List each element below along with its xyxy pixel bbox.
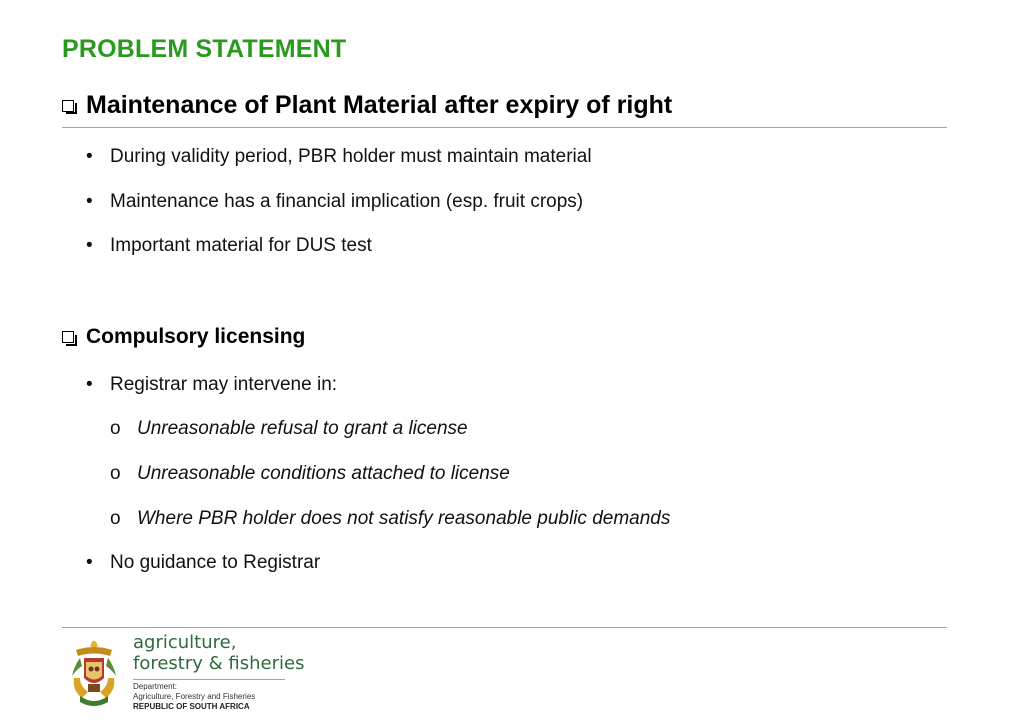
list-item (86, 191, 583, 213)
section-heading-text: Compulsory licensing (86, 325, 306, 348)
checkbox-bullet-icon (62, 100, 74, 112)
department-name: Agriculture, Forestry and Fisheries (133, 692, 256, 701)
list-item-text: Important material for DUS test (110, 235, 372, 256)
brand-divider (133, 679, 285, 680)
country-name: REPUBLIC OF SOUTH AFRICA (133, 702, 250, 711)
section-heading-licensing (62, 325, 305, 349)
footer-divider-rule (62, 627, 947, 628)
sub-list-item-text: Where PBR holder does not satisfy reasonable public demands (137, 508, 671, 529)
bullet-dot: • (86, 552, 93, 573)
sub-list-item (110, 463, 510, 485)
bullet-dot: • (86, 146, 93, 167)
bullet-dot: • (86, 235, 93, 256)
brand-name-line2: forestry & fisheries (133, 653, 305, 674)
slide-title: PROBLEM STATEMENT (62, 35, 347, 63)
list-item (86, 235, 372, 257)
sub-bullet-marker: o (110, 508, 121, 529)
department-label: Department: (133, 682, 178, 691)
sub-bullet-marker: o (110, 463, 121, 484)
section-heading-text: Maintenance of Plant Material after expiry of right (86, 91, 673, 119)
bullet-dot: • (86, 374, 93, 395)
list-item-text: During validity period, PBR holder must maintain material (110, 146, 592, 167)
section-heading-maintenance (62, 91, 672, 120)
list-item-text: Maintenance has a financial implication (esp. fruit crops) (110, 191, 584, 212)
sub-list-item-text: Unreasonable refusal to grant a license (137, 418, 468, 439)
sub-list-item (110, 418, 468, 440)
sub-list-item-text: Unreasonable conditions attached to license (137, 463, 510, 484)
list-item-text: No guidance to Registrar (110, 552, 321, 573)
bullet-dot: • (86, 191, 93, 212)
sub-list-item (110, 508, 670, 530)
list-item (86, 374, 337, 396)
south-africa-coat-of-arms-icon (66, 636, 122, 710)
list-item-text: Registrar may intervene in: (110, 374, 338, 395)
checkbox-bullet-icon (62, 331, 74, 343)
brand-name-line1: agriculture, (133, 632, 237, 653)
list-item (86, 146, 592, 168)
list-item (86, 552, 320, 574)
sub-bullet-marker: o (110, 418, 121, 439)
divider-rule (62, 127, 947, 128)
